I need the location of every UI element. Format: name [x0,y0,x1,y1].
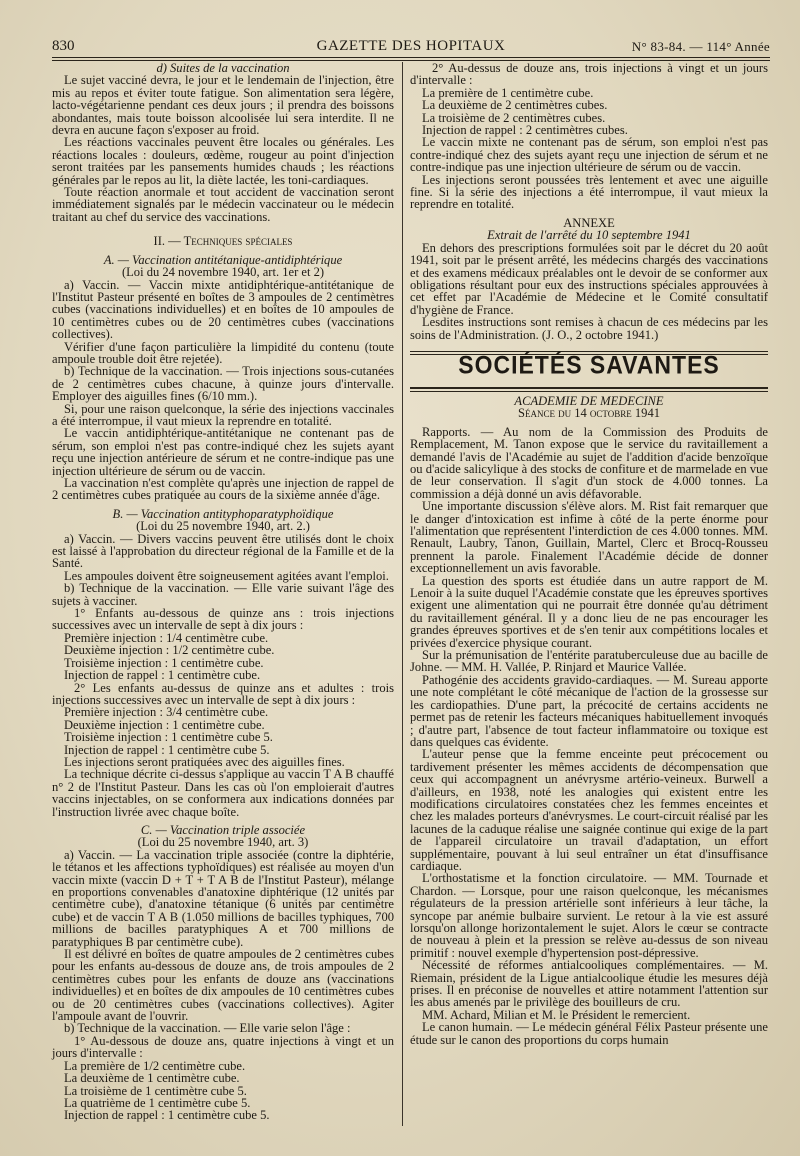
paragraph: B. — Vaccination antityphoparatyphoïdique [112,506,334,521]
paragraph: II. — Techniques spéciales [153,234,293,249]
paragraph: Troisième injection : 1 centimètre cube 5. [64,730,273,745]
paragraph: Rapports. — Au nom de la Commission des Produits de Remplacement, M. Tanon expose que le service du ravitaillement a demandé l'avis de l'Académie au sujet de l'addition d'acide benzoïque ou d'acide salicylique à des stocks de confiture et de marmelade en vue de leur conservation. Il s'agit d'un stock de 4.000 tonnes. La commission a déjà donné un avis défavorable. [410,424,768,501]
paragraph: Les réactions vaccinales peuvent être locales ou générales. Les réactions locales : douleurs, œdème, rougeur au point d'injection seront traitées par les pansements humides chauds ; les réactions générales par le repos au lit, la diète lactée, les toni-cardiaques. [52,135,394,187]
paragraph: L'orthostatisme et la fonction circulatoire. — MM. Tournade et Chardon. — Lorsque, pour une raison quelconque, les mécanismes régulateurs de la pression artérielle sont inférieurs à leur tâche, la syncope par anémie bulbaire survient. Le retour à la vie est assuré lorsqu'on allonge horizontalement le sujet. Alors le cœur se contracte de nouveau à plein et la pression se relève au-dessus de son niveau primitif : nouvel exemple d'hypertension post-dépressive. [410,871,768,960]
paragraph: ANNEXE [563,215,615,230]
paragraph: b) Technique de la vaccination. — Elle varie selon l'âge : [64,1021,351,1036]
paragraph: Le vaccin antidiphtérique-antitétanique ne contenant pas de sérum, son emploi n'est pas contre-indiqué chez les sujets ayant reçu une injection antérieure de sérum et ne contre-indique pas une injection ultérieure de sérum ou de vaccin. [52,426,394,478]
paragraph: (Loi du 25 novembre 1940, art. 3) [137,835,309,850]
paragraph: (Loi du 24 novembre 1940, art. 1er et 2) [121,265,325,280]
paragraph: Séance du 14 octobre 1941 [517,406,660,421]
paragraph: Les ampoules doivent être soigneusement agitées avant l'emploi. [64,568,389,583]
paragraph: Nécessité de réformes antialcooliques complémentaires. — M. Riemain, président de la Ligue antialcoolique étudie les mesures déjà prises. Il en préconise de nouvelles et attire notamment l'attention sur les abus amenés par le privilège des bouilleurs de cru. [410,958,768,1010]
paragraph: MM. Achard, Milian et M. le Président le remercient. [422,1007,691,1022]
paragraph: Il est délivré en boîtes de quatre ampoules de 2 centimètres cubes pour les enfants au-dessous de douze ans, de trois ampoules de 2 centimètres cubes pour les enfants de douze ans (vaccinations individuelles) et en boîtes de dix ampoules de 10 centimètres cubes ou de 20 centimètres cubes (vaccinations collectives). Agiter l'ampoule avant de l'ouvrir. [52,947,394,1024]
column-divider [402,62,403,1126]
paragraph: Première injection : 3/4 centimètre cube. [64,705,269,720]
paragraph: En dehors des prescriptions formulées soit par le décret du 20 août 1941, soit par le présent arrêté, les médecins chargés des vaccinations et des examens médicaux préalables ont le devoir de se conformer aux obligations résultant pour eux des instructions spéciales approuvées à cet effet par l'Académie de Médecine et le Comité consultatif d'hygiène de France. [410,240,768,317]
paragraph: 1° Au-dessous de douze ans, quatre injections à vingt et un jours d'intervalle : [52,1033,394,1061]
paragraph: Les injections seront pratiquées avec des aiguilles fines. [64,754,345,769]
paragraph: b) Technique de la vaccination. — Trois injections sous-cutanées de 2 centimètres cubes chacune, à quinze jours d'intervalle. Employer des aiguilles fines (6/10 mm.). [52,364,394,404]
paragraph: Injection de rappel : 1 centimètre cube 5. [64,1108,270,1123]
paragraph: La vaccination n'est complète qu'après une injection de rappel de 2 centimètres cubes pratiquée au cours de la sixième année d'âge. [52,476,394,503]
journal-title: GAZETTE DES HOPITAUX [316,38,506,54]
paragraph: Extrait de l'arrêté du 10 septembre 1941 [487,228,691,243]
paragraph: 1° Enfants au-dessous de quinze ans : trois injections successives avec un intervalle de sept à dix jours : [52,606,394,633]
paragraph: a) Vaccin. — Vaccin mixte antidiphtérique-antitétanique de l'Institut Pasteur présenté en boîtes de 3 ampoules de 2 centimètres cubes (vaccinations individuelles) et en boîtes de 10 ampoules de 10 centimètres cubes ou de 20 centimètres cubes (vaccinations collectives). [52,277,394,342]
issue-info: N° 83-84. — 114° Année [631,39,770,54]
page-header [52,34,770,58]
paragraph: Deuxième injection : 1/2 centimètre cube. [64,643,275,658]
paragraph: Lesdites instructions sont remises à chacun de ces médecins par les soins de l'Administration. (J. O., 2 octobre 1941.) [410,315,768,342]
paragraph: 2° Au-dessus de douze ans, trois injections à vingt et un jours d'intervalle : [410,61,768,88]
left-column [52,62,394,1122]
societes-savantes-banner [410,349,768,391]
paragraph: A. — Vaccination antitétanique-antidiphtérique [103,252,343,267]
paragraph: La première de 1 centimètre cube. [422,85,594,100]
paragraph: La première de 1/2 centimètre cube. [64,1058,246,1073]
paragraph: b) Technique de la vaccination. — Elle varie suivant l'âge des sujets à vacciner. [52,581,394,608]
paragraph: Les injections seront poussées très lentement et avec une aiguille fine. Si la série des injections a été interrompue, il vaut mieux la reprendre en totalité. [410,172,768,212]
paragraph: Vérifier d'une façon particulière la limpidité du contenu (toute ampoule trouble doit être rejetée). [52,339,394,366]
paragraph: Injection de rappel : 1 centimètre cube. [64,668,261,683]
paragraph: Troisième injection : 1 centimètre cube. [64,655,264,670]
paragraph: La troisième de 1 centimètre cube 5. [64,1083,247,1098]
paragraph: Pathogénie des accidents gravido-cardiaques. — M. Sureau apporte une note complétant le côté mécanique de l'action de la grossesse sur les cardiopathies. D'une part, la précocité de certains accidents ne permet pas de retenir les facteurs mécaniques habituellement invoqués ; d'autre part, l'absence de tout facteur inflammatoire ou toxique est dans quelques cas évidente. [410,672,768,749]
paragraph: La quatrième de 1 centimètre cube 5. [64,1095,251,1110]
paragraph: a) Vaccin. — La vaccination triple associée (contre la diphtérie, le tétanos et les affections typhoïdiques) est réalisée au moyen d'un vaccin mixte (vaccin D + T + T A B de l'Institut Pasteur), mélange en proportions convenables d'anatoxine diphtérique (12 unités par centimètre cube), d'anatoxine tétanique (6 unités par centimètre cube) et de vaccin T A B (1.050 millions de bacilles typhiques, 700 millions de bacilles paratyphiques A et 700 millions de paratyphiques B par centimètre cube). [52,847,394,949]
societes-savantes-title: SOCIÉTÉS SAVANTES [458,350,720,379]
paragraph: a) Vaccin. — Divers vaccins peuvent être utilisés dont le choix est laissé à l'approbation du directeur régional de la Famille et de la Santé. [52,531,394,571]
paragraph: Si, pour une raison quelconque, la série des injections vaccinales a été interrompue, il vaut mieux la reprendre en totalité. [52,401,394,428]
right-column-top [410,62,768,341]
paragraph: Toute réaction anormale et tout accident de vaccination seront immédiatement signalés par le médecin vaccinateur ou le médecin traitant au chef du service des vaccinations. [52,185,394,224]
paragraph: ACADEMIE DE MEDECINE [514,393,664,408]
paragraph: Première injection : 1/4 centimètre cube. [64,630,269,645]
paragraph: C. — Vaccination triple associée [140,822,306,837]
page-number: 830 [52,38,75,54]
paragraph: Sur la prémunisation de l'entérite paratuberculeuse due au bacille de Johne. — MM. H. Vallée, P. Rinjard et Maurice Vallée. [410,648,768,675]
paragraph: Le sujet vacciné devra, le jour et le lendemain de l'injection, être mis au repos et éviter toute fatigue. Son alimentation sera légère, lacto-végétarienne pendant ces deux jours ; il prendra des boissons abondantes, mais toute boisson alcoolisée lui sera interdite. Il ne devra en aucune façon s'exposer au froid. [52,73,394,138]
header-rule-top [52,57,770,58]
right-column [410,62,768,1046]
paragraph: Le vaccin mixte ne contenant pas de sérum, son emploi n'est pas contre-indiqué chez des sujets ayant reçu une injection de sérum et ne contre-indique pas une injection ultérieure de sérum ou de vaccin. [410,135,768,175]
right-column-bottom [410,395,768,1046]
paragraph: Le canon humain. — Le médecin général Félix Pasteur présente une étude sur le canon des proportions du corps humain [410,1020,768,1047]
paragraph: Injection de rappel : 1 centimètre cube 5. [64,742,270,757]
paragraph: La troisième de 2 centimètres cubes. [422,110,606,125]
paragraph: La question des sports est étudiée dans un autre rapport de M. Lenoir à la suite duquel l'Académie constate que les épreuves sportives exigent une alimentation qui ne pourrait être donnée qu'au détriment du ravitaillement général. Il y a donc lieu de ne pas encourager les grandes épreuves sportives et de s'en tenir aux compétitions locales et privées d'exercice physique courant. [410,573,768,650]
paragraph: Une importante discussion s'élève alors. M. Rist fait remarquer que le danger d'intoxication est infime à côté de la perte énorme pour l'alimentation que représentent l'interdiction de ces 4.000 tonnes. MM. Renault, Laubry, Tanon, Guillain, Martel, Clerc et Brocq-Rousseu prennent la parole. Finalement l'Académie décide de donner exceptionnellement un avis favorable. [410,499,768,576]
paragraph: Deuxième injection : 1 centimètre cube. [64,717,265,732]
paragraph: La technique décrite ci-dessus s'applique au vaccin T A B chauffé n° 2 de l'Institut Pasteur. Dans les cas où l'on emploierait d'autres vaccins injectables, on se conformera aux indications données par l'instruction livrée avec chaque boîte. [52,767,394,819]
paragraph: La deuxième de 2 centimètres cubes. [422,98,608,113]
paragraph: L'auteur pense que la femme enceinte peut précocement ou tardivement présenter les mêmes accidents de décompensation que ceux qui accompagnent un anévrysme artério-veineux. Burwell a d'ailleurs, en 1938, noté les analogies qui existent entre les modifications circulatoires constatées chez les femmes enceintes et chez les malades porteurs d'anévrysmes. Le court-circuit réalisé par les lacunes de la caduque réalise une saignée continue qui exige de la part de l'appareil circulatoire un travail d'adaptation, un effort supplémentaire, pouvant à lui seul entraîner un état d'insuffisance cardiaque. [410,747,768,873]
paragraph: Injection de rappel : 2 centimètres cubes. [422,123,628,138]
paragraph: 2° Les enfants au-dessus de quinze ans et adultes : trois injections successives avec un intervalle de sept à dix jours : [52,680,394,707]
paragraph: (Loi du 25 novembre 1940, art. 2.) [136,519,310,534]
paragraph: La deuxième de 1 centimètre cube. [64,1071,240,1086]
paragraph: d) Suites de la vaccination [156,61,290,75]
